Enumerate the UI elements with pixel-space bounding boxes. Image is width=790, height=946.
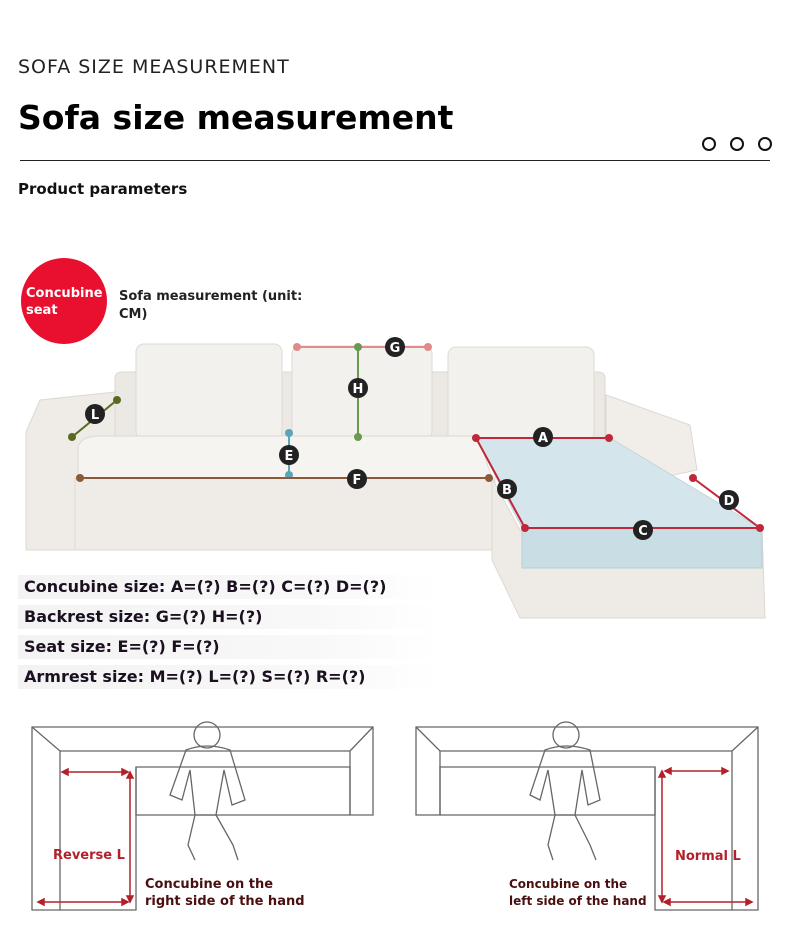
svg-text:E: E xyxy=(284,449,294,464)
marker-d xyxy=(719,490,739,510)
caption-line: Concubine on the xyxy=(145,877,274,892)
marker-a xyxy=(533,427,553,447)
caption-line: right side of the hand xyxy=(145,894,305,909)
marker-b xyxy=(497,479,517,499)
svg-text:B: B xyxy=(502,483,512,498)
section-heading: Product parameters xyxy=(18,180,188,198)
caption-line: left side of the hand xyxy=(509,894,647,908)
page-title: Sofa size measurement xyxy=(18,98,454,137)
svg-text:F: F xyxy=(352,473,362,488)
unit-note: Sofa measurement (unit: CM) xyxy=(119,289,303,322)
marker-l xyxy=(85,404,105,424)
normal-l-caption xyxy=(509,876,647,910)
normal-l-label: Normal L xyxy=(675,849,741,864)
marker-e xyxy=(279,445,299,465)
concubine-badge-label: Concubine seat xyxy=(26,286,103,318)
reverse-l-caption xyxy=(145,876,305,910)
marker-h xyxy=(348,378,368,398)
reverse-l-label: Reverse L xyxy=(53,848,125,863)
marker-g xyxy=(385,337,405,357)
marker-c xyxy=(633,520,653,540)
marker-f xyxy=(347,469,367,489)
svg-text:A: A xyxy=(537,431,549,446)
caption-line: Concubine on the xyxy=(509,877,628,891)
svg-text:D: D xyxy=(723,494,735,509)
svg-text:L: L xyxy=(90,408,100,423)
svg-text:C: C xyxy=(638,524,648,539)
backrest-size-row: Backrest size: G=(?) H=(?) xyxy=(18,605,438,629)
page-kicker: SOFA SIZE MEASUREMENT xyxy=(18,56,290,78)
armrest-size-row: Armrest size: M=(?) L=(?) S=(?) R=(?) xyxy=(18,665,438,689)
svg-text:H: H xyxy=(352,382,364,397)
concubine-size-row: Concubine size: A=(?) B=(?) C=(?) D=(?) xyxy=(18,575,438,599)
seat-size-row: Seat size: E=(?) F=(?) xyxy=(18,635,438,659)
svg-text:G: G xyxy=(389,341,401,356)
size-list xyxy=(18,575,438,695)
